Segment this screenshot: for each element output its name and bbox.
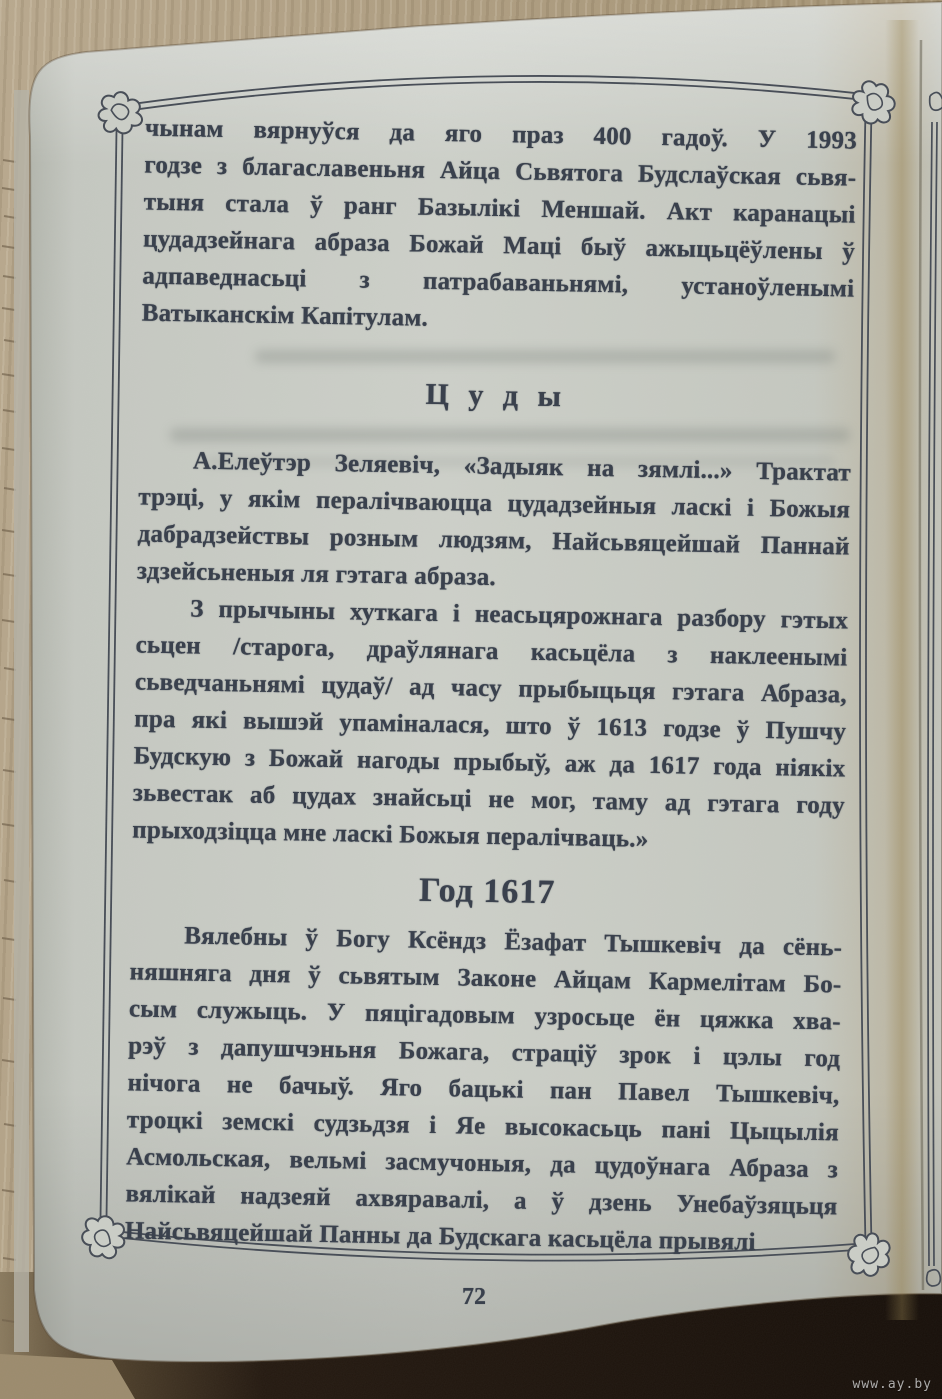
text-line: адпаведнасьці з патрабаваньнямі, устаноўленымі bbox=[142, 262, 855, 303]
text-line: здзейсьненыя ля гэтага абраза. bbox=[136, 557, 497, 592]
section-heading: Год 1617 bbox=[418, 871, 556, 912]
text-line: няшняга дня ў сьвятым Законе Айцам Кармелітам Бо- bbox=[129, 958, 842, 999]
text-line: троцкі земскі судзьдзя і Яе высокасьць пані Цыцылія bbox=[126, 1106, 840, 1147]
text-line: З прычыны хуткага і неасьцярожнага разбору гэтых bbox=[190, 595, 849, 635]
text-line: сьведчаньнямі цудаў/ ад часу прыбыцьця гэтага Абраза, bbox=[134, 668, 848, 709]
paragraph bbox=[132, 589, 849, 861]
text-line: А.Елеўтэр Зеляевіч, «Задыяк на зямлі...» Трактат bbox=[192, 447, 852, 487]
section-heading: Ц у д ы bbox=[425, 377, 568, 414]
text-line: цудадзейнага абраза Божай Маці быў ажыцьцёўлены ў bbox=[142, 225, 856, 266]
page-text bbox=[125, 110, 858, 1263]
text-line: рэў з дапушчэньня Божага, страціў зрок і цэлы год bbox=[128, 1032, 841, 1073]
text-line: Асмольская, вельмі засмучоныя, да цудоўнага Абраза з bbox=[126, 1143, 839, 1184]
text-line: зьвестак аб цудах знайсьці не мог, таму ад гэтага году bbox=[132, 779, 846, 820]
paragraph bbox=[137, 442, 852, 603]
text-line: Будскую з Божай нагоды прыбыў, аж да 1617 года ніякіх bbox=[133, 742, 846, 783]
text-line: Ватыканскім Капітулам. bbox=[141, 299, 429, 332]
text-line: нічога не бачыў. Яго бацькі пан Павел Тышкевіч, bbox=[127, 1069, 840, 1110]
text-line: Вялебны ў Богу Ксёндз Ёзафат Тышкевіч да сёнь- bbox=[184, 922, 843, 962]
text-line: чынам вярнуўся да яго праз 400 гадоў. У 1993 bbox=[144, 114, 858, 155]
text-line: тыня стала ў ранг Базылікі Меншай. Акт каранацыі bbox=[143, 188, 856, 229]
text-line: вялікай надзеяй ахвяравалі, а ў дзень Унебаўзяцьця bbox=[125, 1180, 838, 1221]
watermark: www.ay.by bbox=[852, 1377, 932, 1392]
text-line: сьцен /старога, драўлянага касьцёла з наклеенымі bbox=[135, 631, 848, 672]
text-line: Найсьвяцейшай Панны да Будскага касьцёла прывялі bbox=[124, 1217, 756, 1256]
text-line: пра які вышэй упаміналася, што ў 1613 годзе ў Пушчу bbox=[134, 705, 847, 746]
text-line: трэці, у якім пералічваюцца цудадзейныя ласкі і Божыя bbox=[138, 483, 851, 524]
page-number: 72 bbox=[462, 1284, 486, 1310]
text-line: прыходзіцца мне ласкі Божыя пералічваць.» bbox=[132, 816, 649, 853]
text-line: годзе з благаславеньня Айца Сьвятога Будслаўская сьвя- bbox=[144, 151, 857, 192]
text-line: сым служыць. У пяцігадовым узросьце ён цяжка хва- bbox=[128, 995, 842, 1036]
text-line: дабрадзействы розным людзям, Найсьвяцейшай Паннай bbox=[137, 520, 850, 561]
paragraph bbox=[141, 110, 857, 345]
paragraph bbox=[125, 916, 843, 1262]
